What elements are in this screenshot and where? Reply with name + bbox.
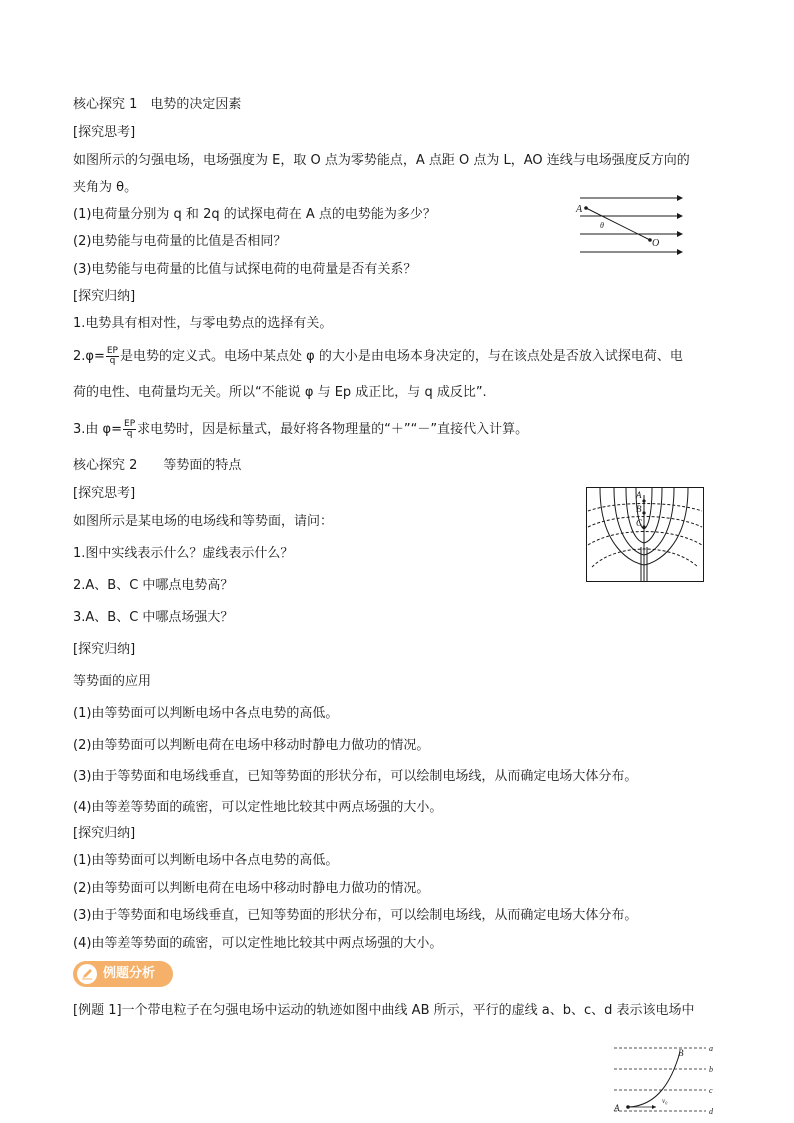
section2-question-2: 2.A、B、C 中哪点电势高？: [73, 578, 234, 593]
section1-point-2: [73, 347, 683, 366]
section1-intro-line1: 如图所示的匀强电场，电场强度为 E，取 O 点为零势能点，A 点距 O 点为 L，AO 连线与电场强度反方向的: [73, 153, 690, 168]
label-theta: θ: [600, 221, 604, 230]
section2-summary-tag: [探究归纳]: [73, 642, 136, 657]
label-A: A: [576, 204, 583, 215]
application-item-2: (2)由等势面可以判断电荷在电场中移动时静电力做功的情况。: [73, 738, 430, 753]
section1-summary-tag: [探究归纳]: [73, 289, 136, 304]
section2-question-3: 3.A、B、C 中哪点场强大？: [73, 610, 234, 625]
summary-item-2: (2)由等势面可以判断电荷在电场中移动时静电力做功的情况。: [73, 881, 430, 896]
label-B: B: [678, 1048, 684, 1058]
application-item-3: (3)由于等势面和电场线垂直，已知等势面的形状分布，可以绘制电场线，从而确定电场大体分布。: [73, 769, 638, 784]
point-3-text: 求电势时，因是标量式，最好将各物理量的“＋”“－”直接代入计算。: [137, 422, 529, 437]
section2-summary-tag-2: [探究归纳]: [73, 826, 136, 841]
badge-label: 例题分析: [103, 966, 156, 981]
potential-fraction: [106, 347, 119, 366]
section1-intro-line2: 夹角为 θ。: [73, 180, 138, 195]
label-v0: v₀: [662, 1097, 668, 1105]
section2-think-tag: [探究思考]: [73, 486, 136, 501]
fraction-denominator: q: [109, 356, 116, 366]
summary-item-1: (1)由等势面可以判断电场中各点电势的高低。: [73, 853, 339, 868]
section2-application-title: 等势面的应用: [73, 674, 152, 689]
section1-point-3: [73, 420, 528, 439]
trajectory-AB: [628, 1052, 680, 1107]
section1-question-2: (2)电势能与电荷量的比值是否相同？: [73, 234, 287, 249]
section2-title: 核心探究 2 等势面的特点: [73, 458, 242, 473]
fraction2-denominator: q: [126, 429, 133, 439]
point-A: [626, 1105, 630, 1109]
section2-question-1: 1.图中实线表示什么？虚线表示什么？: [73, 546, 294, 561]
summary-item-3: (3)由于等势面和电场线垂直，已知等势面的形状分布，可以绘制电场线，从而确定电场大体分布。: [73, 908, 638, 923]
label-a: a: [709, 1044, 713, 1053]
trajectory-figure: [608, 1040, 720, 1118]
equipotential-figure: [586, 487, 704, 582]
section1-question-3: (3)电势能与电荷量的比值与试探电荷的电荷量是否有关系？: [73, 262, 417, 277]
example-analysis-badge: [73, 961, 173, 987]
label-C: C: [636, 518, 643, 528]
label-O: O: [652, 238, 660, 249]
application-item-1: (1)由等势面可以判断电场中各点电势的高低。: [73, 706, 339, 721]
application-item-4: (4)由等差等势面的疏密，可以定性地比较其中两点场强的大小。: [73, 800, 443, 815]
label-B: B: [636, 504, 642, 514]
point-A: [584, 206, 588, 210]
section1-think-tag: [探究思考]: [73, 125, 136, 140]
section1-point-2-line2: 荷的电性、电荷量均无关。所以“不能说 φ 与 Ep 成正比，与 q 成反比”.: [73, 385, 487, 400]
section1-title: 核心探究 1 电势的决定因素: [73, 97, 242, 112]
section1-question-1: (1)电荷量分别为 q 和 2q 的试探电荷在 A 点的电势能为多少？: [73, 207, 436, 222]
pencil-icon: [77, 964, 97, 984]
label-d: d: [709, 1107, 713, 1116]
label-c: c: [709, 1086, 713, 1095]
uniform-field-figure: [574, 190, 690, 260]
example-1-text: [例题 1]一个带电粒子在匀强电场中运动的轨迹如图中曲线 AB 所示，平行的虚线 a、b、c、d 表示该电场中: [73, 1003, 695, 1018]
label-b: b: [709, 1065, 713, 1074]
fraction-numerator: EP: [106, 346, 118, 356]
section2-intro: 如图所示是某电场的电场线和等势面，请问：: [73, 514, 334, 529]
point-A: [642, 499, 645, 502]
point-2-prefix: 2.φ=: [73, 349, 105, 364]
point-3-prefix: 3.由 φ=: [73, 422, 123, 437]
section1-point-1: 1.电势具有相对性，与零电势点的选择有关。: [73, 316, 333, 331]
point-2-text: 是电势的定义式。电场中某点处 φ 的大小是由电场本身决定的，与在该点处是否放入试探电荷、电: [120, 349, 683, 364]
point-B: [642, 511, 645, 514]
summary-item-4: (4)由等差等势面的疏密，可以定性地比较其中两点场强的大小。: [73, 936, 443, 951]
label-A: A: [636, 490, 642, 500]
point-C: [642, 525, 645, 528]
fraction2-numerator: EP: [124, 419, 136, 429]
potential-fraction-2: [123, 420, 136, 439]
label-A: A: [614, 1103, 620, 1113]
segment-AO: [586, 208, 650, 240]
